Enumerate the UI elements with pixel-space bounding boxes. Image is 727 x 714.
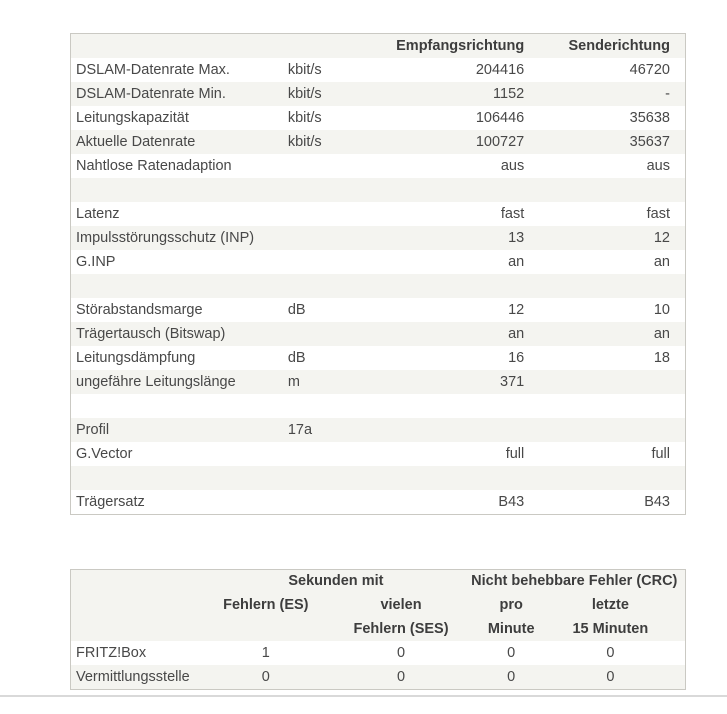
row-receive-value <box>388 418 534 442</box>
table-row-empty <box>71 178 686 202</box>
table-row <box>71 641 686 665</box>
row-receive-value: B43 <box>498 494 525 510</box>
table-row <box>71 418 686 442</box>
row-label: Leitungsdämpfung <box>76 350 196 366</box>
table-row <box>71 154 686 178</box>
table-row <box>71 226 686 250</box>
row-send-value: - <box>665 86 670 102</box>
table-row <box>71 202 686 226</box>
table-row <box>71 442 686 466</box>
table-row-empty <box>71 466 686 490</box>
table-header-row <box>71 34 686 59</box>
row-send-value: 18 <box>653 350 670 366</box>
table-row <box>71 322 686 346</box>
row-label: Nahtlose Ratenadaption <box>76 158 232 174</box>
row-es-value: 0 <box>261 669 270 685</box>
header-errored-seconds <box>201 593 331 641</box>
row-receive-value: 16 <box>508 350 525 366</box>
row-receive-value: 12 <box>508 302 525 318</box>
row-receive-value <box>388 394 534 418</box>
row-receive-value: 371 <box>500 374 525 390</box>
row-spacer <box>669 641 685 665</box>
row-send-value: 12 <box>653 230 670 246</box>
row-receive-value: fast <box>500 206 525 222</box>
row-spacer <box>669 665 685 690</box>
page-divider-line <box>0 695 727 697</box>
row-send-value: B43 <box>644 494 670 510</box>
header-line: Fehlern (SES) <box>353 621 449 637</box>
row-label: G.INP <box>76 254 116 270</box>
row-send-value <box>534 178 685 202</box>
table-row <box>71 346 686 370</box>
row-send-value <box>534 466 685 490</box>
row-label: DSLAM-Datenrate Max. <box>76 62 230 78</box>
row-label: Trägersatz <box>76 494 145 510</box>
row-label: DSLAM-Datenrate Min. <box>76 86 226 102</box>
header-empty-label <box>71 570 201 594</box>
row-unit <box>288 466 388 490</box>
table-row <box>71 106 686 130</box>
row-send-value: an <box>653 254 670 270</box>
header-line: Fehlern (ES) <box>223 597 309 613</box>
row-label <box>71 394 288 418</box>
row-receive-value: 13 <box>508 230 525 246</box>
row-send-value: 10 <box>653 302 670 318</box>
row-send-value <box>534 274 685 298</box>
row-send-value: full <box>651 446 670 462</box>
header-line: 15 Minuten <box>572 621 649 637</box>
row-ses-value: 0 <box>396 669 406 685</box>
error-counters-table <box>70 569 686 690</box>
row-per-minute-value: 0 <box>507 669 516 685</box>
row-receive-value: an <box>508 254 525 270</box>
row-send-value <box>534 394 685 418</box>
row-label: Leitungskapazität <box>76 110 189 126</box>
row-unit: m <box>287 374 300 390</box>
table-row <box>71 490 686 515</box>
row-unit: 17a <box>287 422 313 438</box>
header-line: Minute <box>487 621 535 637</box>
header-group-crc-errors: Nicht behebbare Fehler (CRC) <box>471 573 678 589</box>
row-receive-value: 100727 <box>475 134 525 150</box>
row-unit: kbit/s <box>287 110 322 126</box>
row-label: Impulsstörungsschutz (INP) <box>76 230 255 246</box>
row-receive-value: 204416 <box>475 62 525 78</box>
table-row <box>71 665 686 690</box>
row-send-value <box>534 418 685 442</box>
row-label: Latenz <box>76 206 120 222</box>
header-empty-unit <box>288 34 388 59</box>
row-unit <box>288 226 388 250</box>
row-unit <box>288 394 388 418</box>
row-receive-value <box>388 274 534 298</box>
table-row <box>71 250 686 274</box>
row-unit <box>288 154 388 178</box>
row-label: Aktuelle Datenrate <box>76 134 196 150</box>
header-per-minute <box>471 593 551 641</box>
sub-header-row <box>71 593 686 641</box>
header-line: vielen <box>380 597 422 613</box>
row-label: Vermittlungsstelle <box>76 669 190 685</box>
table-row <box>71 82 686 106</box>
row-send-value: an <box>653 326 670 342</box>
row-send-value: fast <box>646 206 670 222</box>
row-send-value: 46720 <box>629 62 670 78</box>
row-last15-value: 0 <box>606 645 615 661</box>
row-unit <box>288 322 388 346</box>
row-label: G.Vector <box>76 446 133 462</box>
header-line: pro <box>499 597 523 613</box>
row-unit: kbit/s <box>287 86 322 102</box>
table-row <box>71 298 686 322</box>
row-receive-value: full <box>505 446 525 462</box>
row-unit: dB <box>287 350 306 366</box>
row-receive-value <box>388 466 534 490</box>
row-unit <box>288 202 388 226</box>
header-last-15-minutes <box>551 593 669 641</box>
row-unit <box>288 442 388 466</box>
row-label <box>71 274 288 298</box>
row-unit <box>288 274 388 298</box>
row-unit <box>288 250 388 274</box>
table-row <box>71 370 686 394</box>
dsl-information-table <box>70 33 686 515</box>
header-empty-label <box>71 593 201 641</box>
row-receive-value: 106446 <box>475 110 525 126</box>
row-label <box>71 178 288 202</box>
header-send-direction: Senderichtung <box>568 38 670 54</box>
row-label: ungefähre Leitungslänge <box>76 374 236 390</box>
row-receive-value: an <box>508 326 525 342</box>
header-line: letzte <box>591 597 629 613</box>
table-row <box>71 58 686 82</box>
row-receive-value: 1152 <box>493 86 525 102</box>
row-receive-value: aus <box>500 158 525 174</box>
header-empty-label <box>71 34 288 59</box>
table-row <box>71 130 686 154</box>
row-label: FRITZ!Box <box>76 645 147 661</box>
row-es-value: 1 <box>261 645 270 661</box>
row-send-value <box>534 370 685 394</box>
row-label: Trägertausch (Bitswap) <box>76 326 226 342</box>
row-receive-value <box>388 178 534 202</box>
header-receive-direction: Empfangsrichtung <box>396 38 525 54</box>
row-send-value: 35638 <box>629 110 670 126</box>
table-row-empty <box>71 274 686 298</box>
row-label <box>71 466 288 490</box>
row-unit: kbit/s <box>287 134 322 150</box>
row-label: Störabstandsmarge <box>76 302 203 318</box>
header-spacer <box>669 593 685 641</box>
row-send-value: 35637 <box>629 134 670 150</box>
table-row-empty <box>71 394 686 418</box>
row-unit <box>288 178 388 202</box>
row-unit <box>288 490 388 515</box>
row-per-minute-value: 0 <box>507 645 516 661</box>
group-header-row <box>71 570 686 594</box>
header-group-seconds-with: Sekunden mit <box>288 573 384 589</box>
header-severely-errored-seconds <box>331 593 471 641</box>
row-ses-value: 0 <box>396 645 406 661</box>
row-send-value: aus <box>646 158 670 174</box>
row-label: Profil <box>76 422 110 438</box>
row-unit: dB <box>287 302 306 318</box>
row-last15-value: 0 <box>606 669 615 685</box>
row-unit: kbit/s <box>287 62 322 78</box>
